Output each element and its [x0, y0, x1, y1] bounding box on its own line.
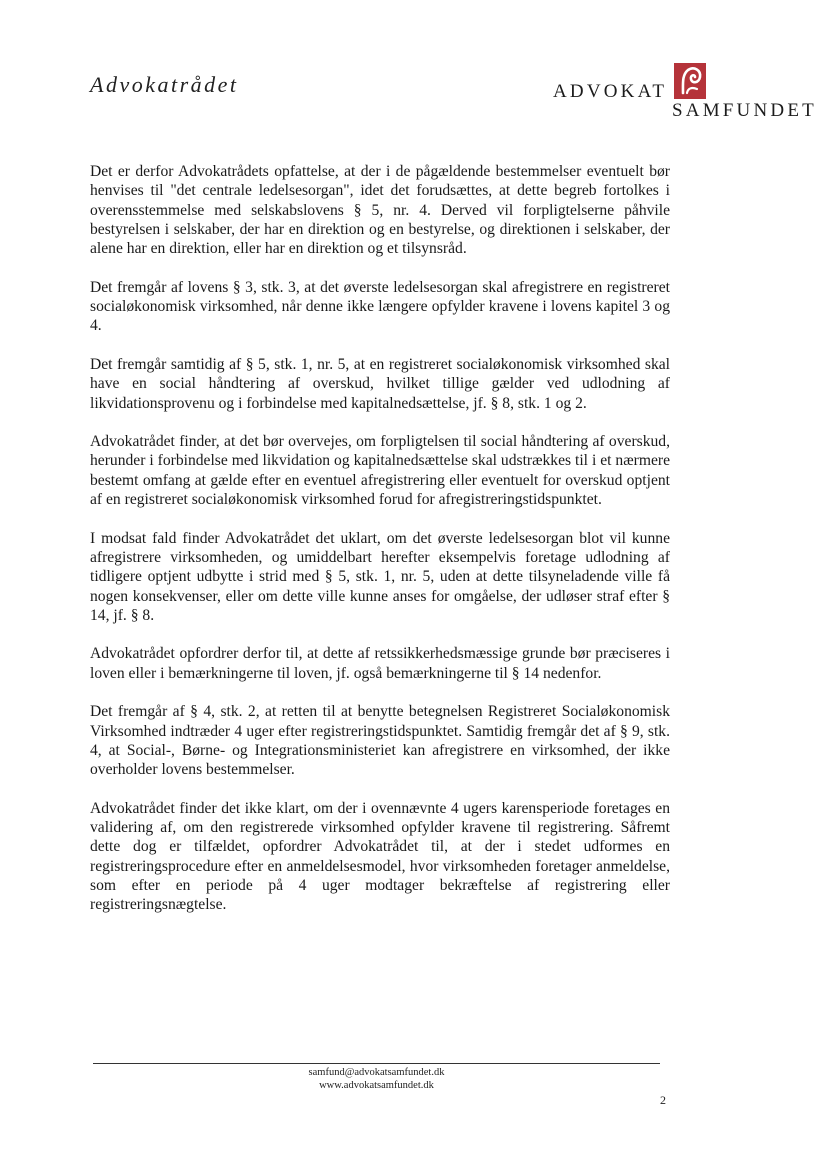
advokatsamfundet-logo	[553, 63, 823, 123]
paragraph: Det er derfor Advokatrådets opfattelse, at der i de pågældende bestemmelser eventuelt bør henvises til "det centrale ledelsesorgan", idet det forudsættes, at dette begreb fortolkes i overensstemmelse med selskabslovens § 5, nr. 4. Derved vil forpligtelserne påhvile bestyrelsen i selskaber, der har en direktion og en bestyrelse, og direktionen i selskaber, der alene har en direktion, eller har en direktion og et tilsynsråd.	[90, 163, 670, 258]
logo-text-advokat: ADVOKAT	[553, 81, 668, 102]
footer-divider	[93, 1063, 660, 1064]
letter-body	[90, 162, 670, 934]
paragraph: Det fremgår samtidig af § 5, stk. 1, nr. 5, at en registreret socialøkonomisk virksomhed skal have en social håndtering af overskud, hvilket tillige gælder ved udlodning af likvidationsprovenu og i forbindelse med kapitalnedsættelse, jf. § 8, stk. 1 og 2.	[90, 355, 670, 412]
paragraph: Det fremgår af lovens § 3, stk. 3, at det øverste ledelsesorgan skal afregistrere en registreret socialøkonomisk virksomhed, når denne ikke længere opfylder kravene i lovens kapitel 3 og 4.	[90, 278, 670, 335]
paragraph: Advokatrådet finder, at det bør overvejes, om forpligtelsen til social håndtering af overskud, herunder i forbindelse med likvidation og kapitalnedsættelse skal udstrækkes til i et nærmere bestemt omfang at gælde efter en eventuel afregistrering eller eventuelt for overskud optjent af en registreret socialøkonomisk virksomhed forud for afregistreringstidspunktet.	[90, 433, 670, 509]
paragraph: Det fremgår af § 4, stk. 2, at retten til at benytte betegnelsen Registreret Socialøkonomisk Virksomhed indtræder 4 uger efter registreringstidspunktet. Samtidig fremgår det af § 9, stk. 4, at Social-, Børne- og Integrationsministeriet kan afregistrere en virksomhed, der ikke overholder lovens bestemmelser.	[90, 703, 670, 779]
footer-website-link[interactable]: www.advokatsamfundet.dk	[319, 1080, 434, 1091]
paragraph: I modsat fald finder Advokatrådet det uklart, om det øverste ledelsesorgan blot vil kunne afregistrere virksomheden, og umiddelbart herefter eksempelvis foretage udlodning af tidligere optjent udbytte i strid med § 5, stk. 1, nr. 5, uden at dette tilsyneladende ville få nogen konsekvenser, eller om dette ville kunne anses for omgåelse, der udløser straf efter § 14, jf. § 8.	[90, 529, 670, 624]
logo-emblem-icon	[674, 63, 706, 99]
paragraph: Advokatrådet opfordrer derfor til, at dette af retssikkerhedsmæssige grunde bør præciseres i loven eller i bemærkningerne til loven, jf. også bemærkningerne til § 14 nedenfor.	[90, 645, 670, 682]
page-header-title: Advokatrådet	[90, 72, 239, 97]
footer-contact	[93, 1066, 660, 1092]
logo-text-samfundet: SAMFUNDET	[672, 100, 817, 121]
paragraph: Advokatrådet finder det ikke klart, om der i ovennævnte 4 ugers karensperiode foretages en validering af, om den registrerede virksomhed opfylder kravene til registrering. Såfremt dette dog er tilfældet, opfordrer Advokatrådet til, at der i stedet udformes en registreringsprocedure efter en anmeldelsesmodel, hvor virksomheden foretager anmeldelse, som efter en periode på 4 uger modtager bekræftelse af registrering eller registreringsnægtelse.	[90, 799, 670, 914]
page-number: 2	[660, 1093, 666, 1107]
footer-email-link[interactable]: samfund@advokatsamfundet.dk	[308, 1067, 445, 1078]
